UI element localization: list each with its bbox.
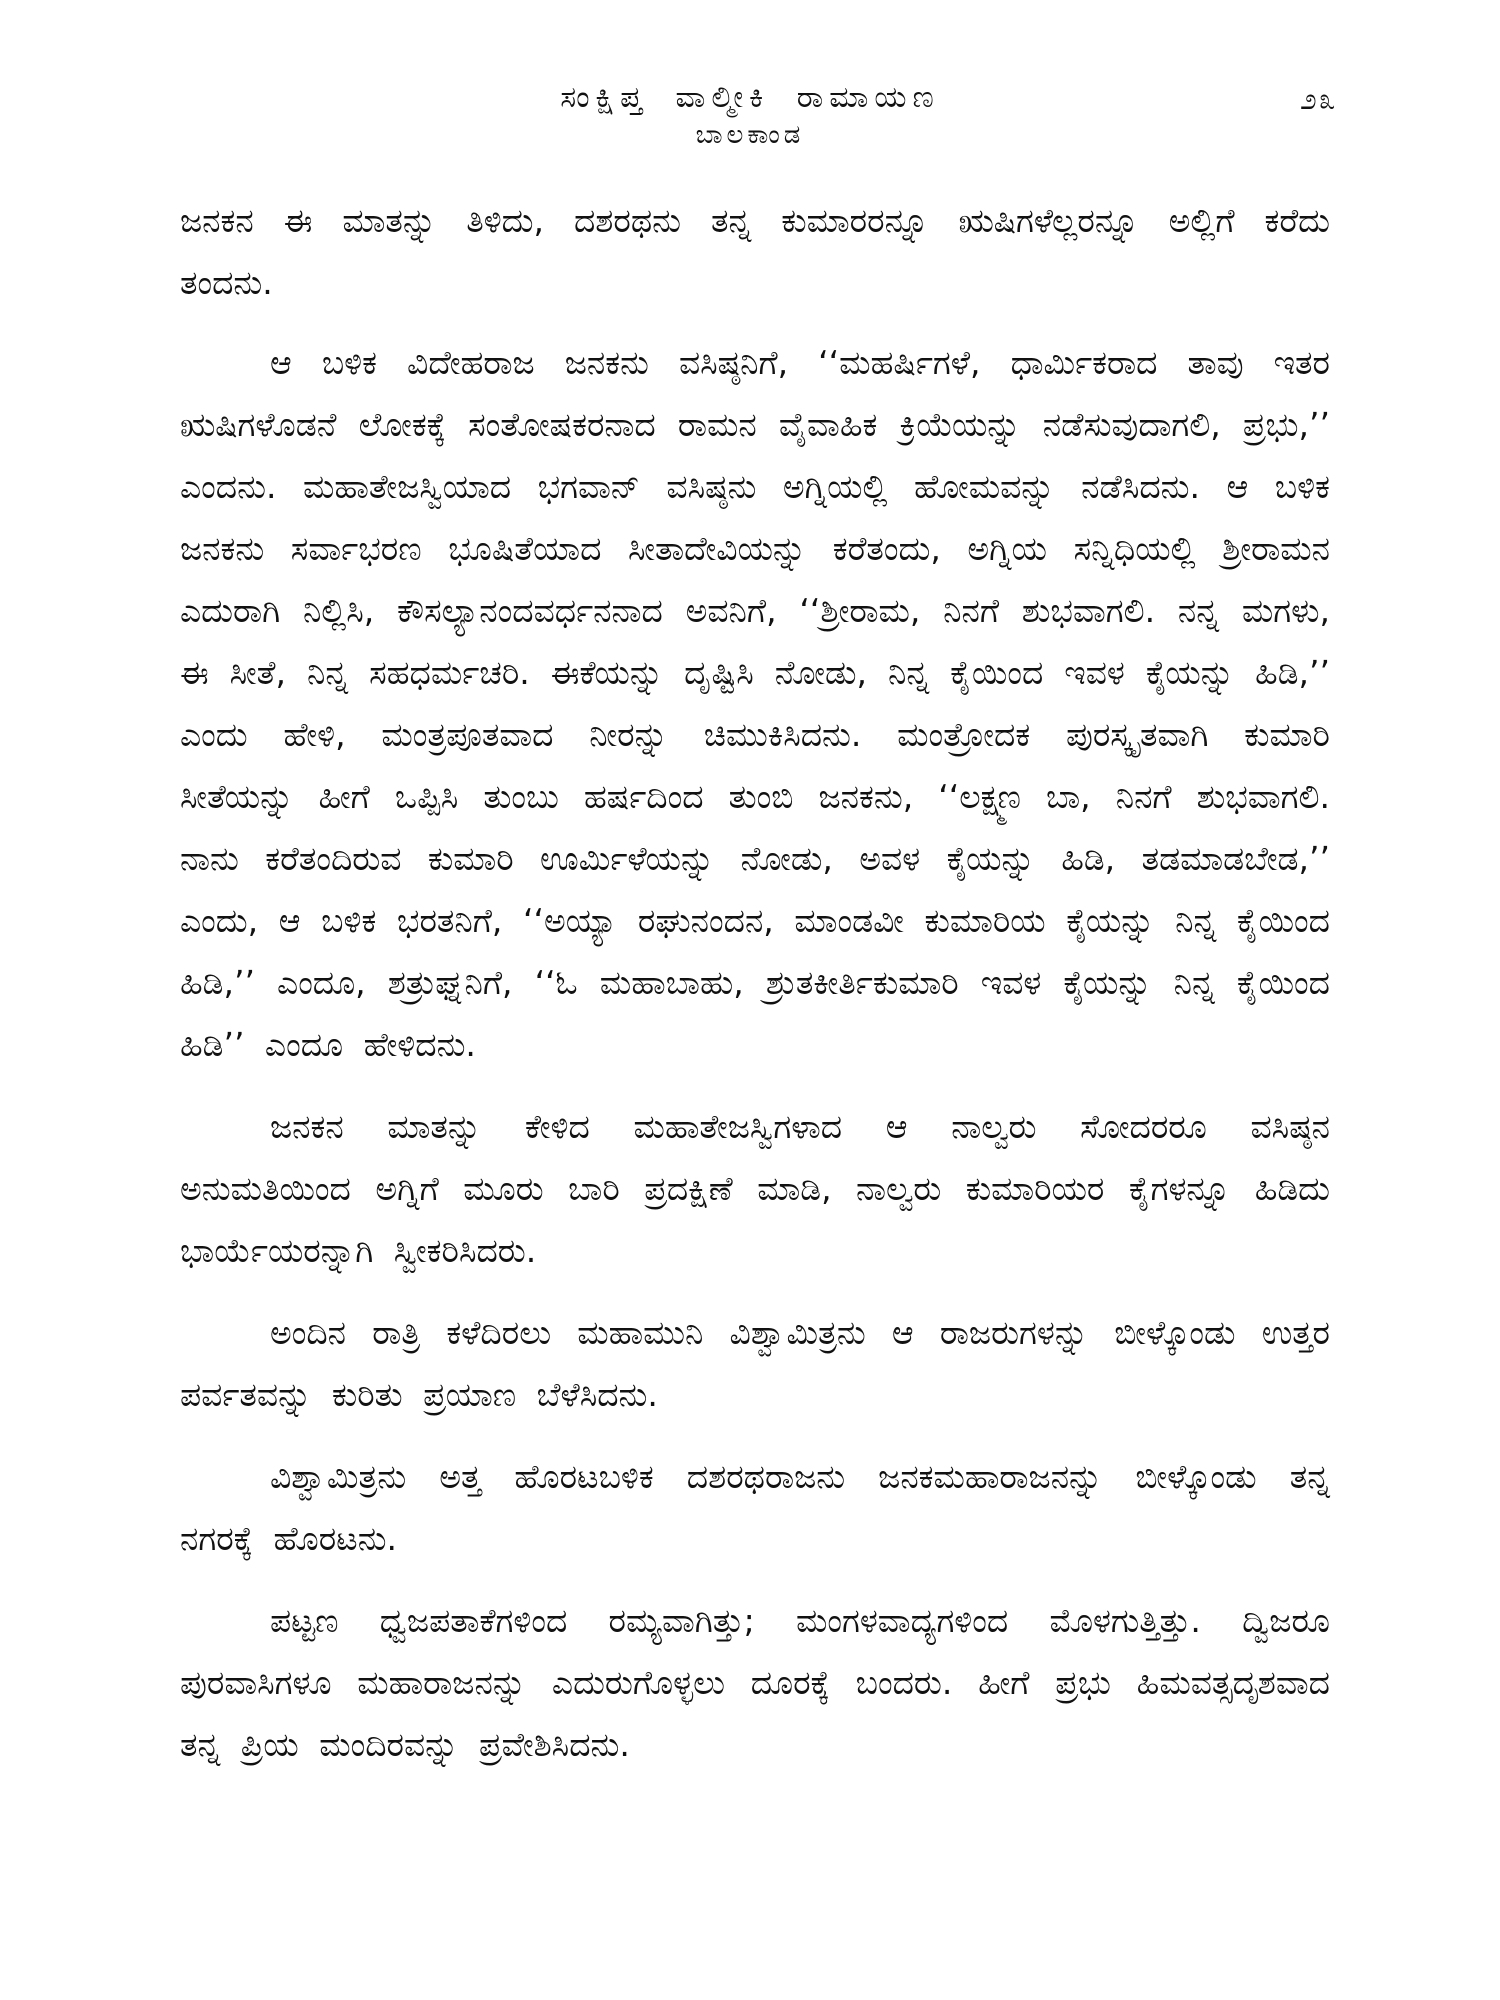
paragraph: ಪಟ್ಟಣ ಧ್ವಜಪತಾಕೆಗಳಿಂದ ರಮ್ಯವಾಗಿತ್ತು; ಮಂಗಳವಾದ್ಯಗಳಿಂದ ಮೊಳಗುತ್ತಿತ್ತು. ದ್ವಿಜರೂ ಪುರವಾಸಿಗಳೂ ಮಹಾರಾಜನನ್ನು ಎದುರುಗೊಳ್ಳಲು ದೂರಕ್ಕೆ ಬಂದರು. ಹೀಗೆ ಪ್ರಭು ಹಿಮವತ್ಸದೃಶವಾದ ತನ್ನ ಪ್ರಿಯ ಮಂದಿರವನ್ನು ಪ್ರವೇಶಿಸಿದನು. <box>180 1601 1330 1764</box>
running-header <box>0 78 1500 152</box>
paragraph: ಜನಕನ ಮಾತನ್ನು ಕೇಳಿದ ಮಹಾತೇಜಸ್ವಿಗಳಾದ ಆ ನಾಲ್ವರು ಸೋದರರೂ ವಸಿಷ್ಠನ ಅನುಮತಿಯಿಂದ ಅಗ್ನಿಗೆ ಮೂರು ಬಾರಿ ಪ್ರದಕ್ಷಿಣೆ ಮಾಡಿ, ನಾಲ್ವರು ಕುಮಾರಿಯರ ಕೈಗಳನ್ನೂ ಹಿಡಿದು ಭಾರ್ಯೆಯರನ್ನಾಗಿ ಸ್ವೀಕರಿಸಿದರು. <box>180 1107 1330 1270</box>
paragraph: ಜನಕನ ಈ ಮಾತನ್ನು ತಿಳಿದು, ದಶರಥನು ತನ್ನ ಕುಮಾರರನ್ನೂ ಋಷಿಗಳೆಲ್ಲರನ್ನೂ ಅಲ್ಲಿಗೆ ಕರೆದು ತಂದನು. <box>180 201 1330 302</box>
book-title: ಸಂಕ್ಷಿಪ್ತ ವಾಲ್ಮೀಕಿ ರಾಮಾಯಣ <box>560 80 940 115</box>
chapter-subtitle: ಬಾಲಕಾಂಡ <box>695 120 805 150</box>
paragraph: ಅಂದಿನ ರಾತ್ರಿ ಕಳೆದಿರಲು ಮಹಾಮುನಿ ವಿಶ್ವಾಮಿತ್ರನು ಆ ರಾಜರುಗಳನ್ನು ಬೀಳ್ಕೊಂಡು ಉತ್ತರ ಪರ್ವತವನ್ನು ಕುರಿತು ಪ್ರಯಾಣ ಬೆಳೆಸಿದನು. <box>180 1313 1330 1414</box>
paragraph: ಆ ಬಳಿಕ ವಿದೇಹರಾಜ ಜನಕನು ವಸಿಷ್ಠನಿಗೆ, ‘‘ಮಹರ್ಷಿಗಳೆ, ಧಾರ್ಮಿಕರಾದ ತಾವು ಇತರ ಋಷಿಗಳೊಡನೆ ಲೋಕಕ್ಕೆ ಸಂತೋಷಕರನಾದ ರಾಮನ ವೈವಾಹಿಕ ಕ್ರಿಯೆಯನ್ನು ನಡೆಸುವುದಾಗಲಿ, ಪ್ರಭು,’’ ಎಂದನು. ಮಹಾತೇಜಸ್ವಿಯಾದ ಭಗವಾನ್ ವಸಿಷ್ಠನು ಅಗ್ನಿಯಲ್ಲಿ ಹೋಮವನ್ನು ನಡೆಸಿದನು. ಆ ಬಳಿಕ ಜನಕನು ಸರ್ವಾಭರಣ ಭೂಷಿತೆಯಾದ ಸೀತಾದೇವಿಯನ್ನು ಕರೆತಂದು, ಅಗ್ನಿಯ ಸನ್ನಿಧಿಯಲ್ಲಿ ಶ್ರೀರಾಮನ ಎದುರಾಗಿ ನಿಲ್ಲಿಸಿ, ಕೌಸಲ್ಯಾನಂದವರ್ಧನನಾದ ಅವನಿಗೆ, ‘‘ಶ್ರೀರಾಮ, ನಿನಗೆ ಶುಭವಾಗಲಿ. ನನ್ನ ಮಗಳು, ಈ ಸೀತೆ, ನಿನ್ನ ಸಹಧರ್ಮಚರಿ. ಈಕೆಯನ್ನು ದೃಷ್ಟಿಸಿ ನೋಡು, ನಿನ್ನ ಕೈಯಿಂದ ಇವಳ ಕೈಯನ್ನು ಹಿಡಿ,’’ ಎಂದು ಹೇಳಿ, ಮಂತ್ರಪೂತವಾದ ನೀರನ್ನು ಚಿಮುಕಿಸಿದನು. ಮಂತ್ರೋದಕ ಪುರಸ್ಕೃತವಾಗಿ ಕುಮಾರಿ ಸೀತೆಯನ್ನು ಹೀಗೆ ಒಪ್ಪಿಸಿ ತುಂಬು ಹರ್ಷದಿಂದ ತುಂಬಿ ಜನಕನು, ‘‘ಲಕ್ಷ್ಮಣ ಬಾ, ನಿನಗೆ ಶುಭವಾಗಲಿ. ನಾನು ಕರೆತಂದಿರುವ ಕುಮಾರಿ ಊರ್ಮಿಳೆಯನ್ನು ನೋಡು, ಅವಳ ಕೈಯನ್ನು ಹಿಡಿ, ತಡಮಾಡಬೇಡ,’’ ಎಂದು, ಆ ಬಳಿಕ ಭರತನಿಗೆ, ‘‘ಅಯ್ಯಾ ರಘುನಂದನ, ಮಾಂಡವೀ ಕುಮಾರಿಯ ಕೈಯನ್ನು ನಿನ್ನ ಕೈಯಿಂದ ಹಿಡಿ,’’ ಎಂದೂ, ಶತ್ರುಘ್ನನಿಗೆ, ‘‘ಓ ಮಹಾಬಾಹು, ಶ್ರುತಕೀರ್ತಿಕುಮಾರಿ ಇವಳ ಕೈಯನ್ನು ನಿನ್ನ ಕೈಯಿಂದ ಹಿಡಿ’’ ಎಂದೂ ಹೇಳಿದನು. <box>180 343 1330 1064</box>
page-number: ೨೩ <box>1300 82 1338 117</box>
paragraph: ವಿಶ್ವಾಮಿತ್ರನು ಅತ್ತ ಹೊರಟಬಳಿಕ ದಶರಥರಾಜನು ಜನಕಮಹಾರಾಜನನ್ನು ಬೀಳ್ಕೊಂಡು ತನ್ನ ನಗರಕ್ಕೆ ಹೊರಟನು. <box>180 1457 1330 1558</box>
body-text <box>180 190 1330 1796</box>
